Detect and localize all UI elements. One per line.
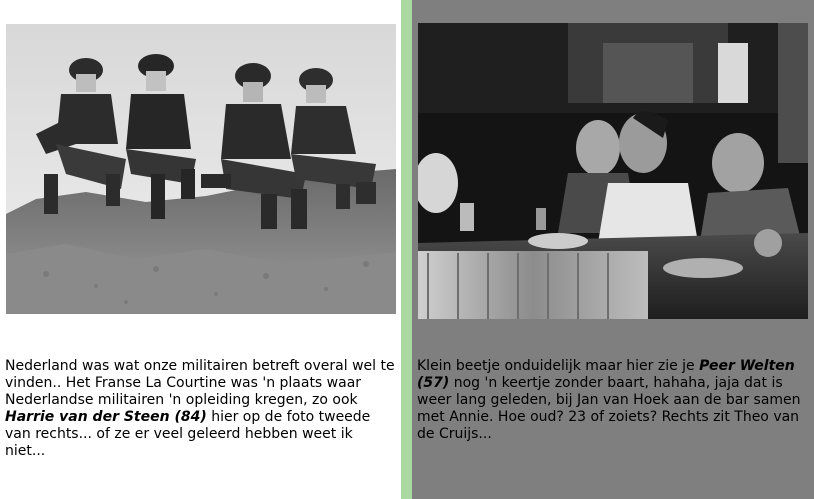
soldiers-photo (6, 24, 396, 314)
bar-caption-intro: Klein beetje onduidelijk maar hier zie je (417, 358, 700, 374)
bar-caption (417, 358, 809, 443)
bar-caption-rest: nog 'n keertje zonder baart, hahaha, jaja dat is weer lang geleden, bij Jan van Hoek aan de bar samen met Annie. Hoe oud? 23 of zoiets? Rechts zit Theo van de Cruijs... (417, 375, 801, 442)
bar-photo-image (418, 23, 808, 319)
bar-photo (418, 23, 808, 319)
soldiers-caption-intro: Nederland was wat onze militairen betreft overal wel te vinden.. Het Franse La Courtine was 'n plaats waar Nederlandse militairen 'n opleiding kregen, zo ook (5, 358, 395, 408)
soldiers-caption-rest: hier op de foto tweede van rechts... of ze er veel geleerd hebben weet ik niet... (5, 409, 371, 459)
left-column (0, 0, 401, 499)
bar-caption-name: Peer Welten (57) (417, 358, 795, 391)
soldiers-photo-image (6, 24, 396, 314)
right-column (412, 0, 814, 499)
soldiers-caption (5, 358, 397, 460)
column-divider (401, 0, 412, 499)
soldiers-caption-name: Harrie van der Steen (84) (5, 409, 207, 425)
